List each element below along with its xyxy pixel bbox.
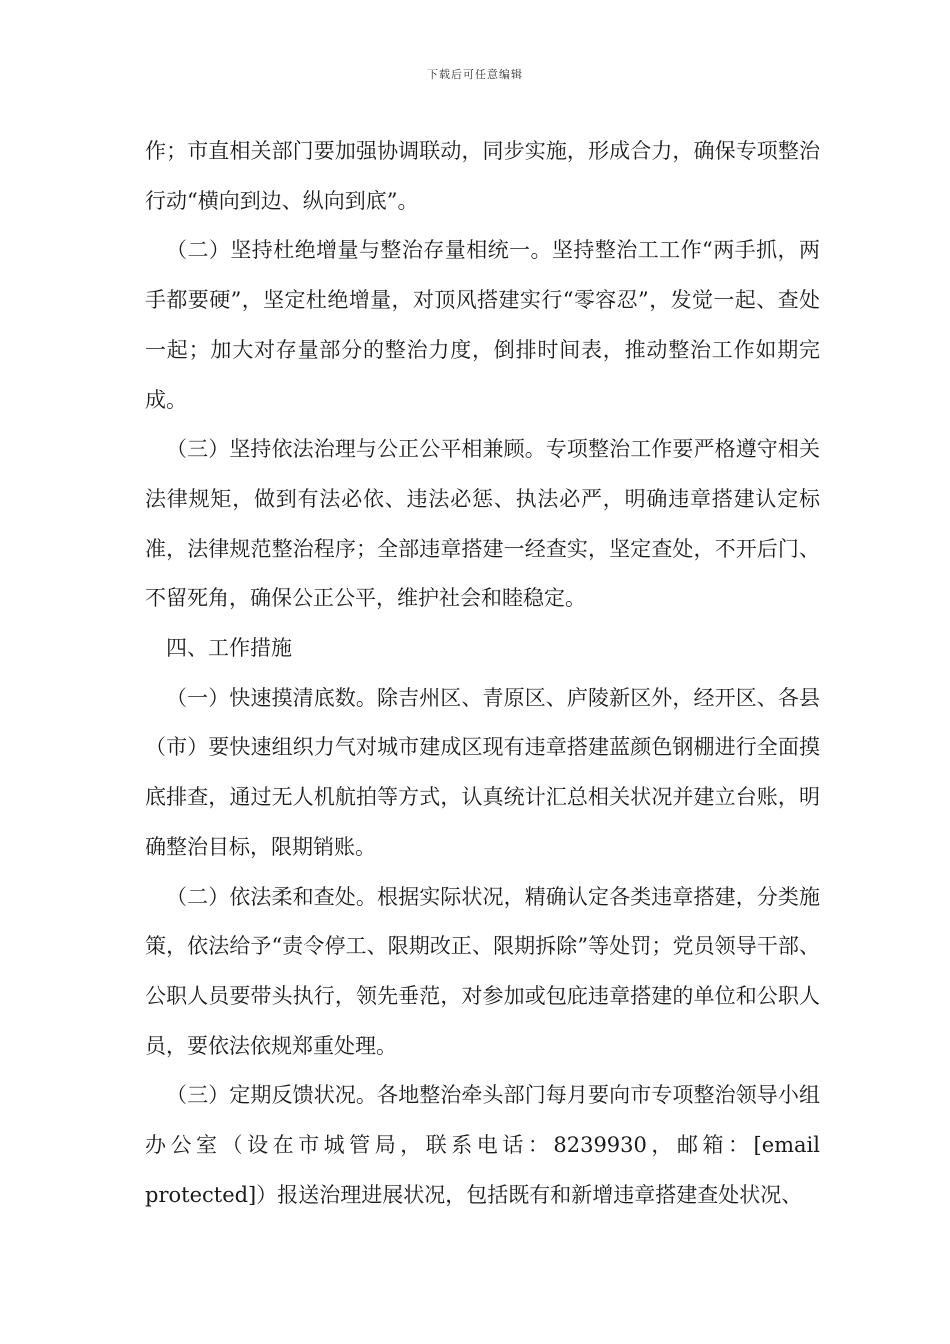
paragraph-4: （一）快速摸清底数。除吉州区、青原区、庐陵新区外，经开区、各县（市）要快速组织力气对城市建成区现有违章搭建蓝颜色钢棚进行全面摸底排查，通过无人机航拍等方式，认真统计汇总相关状况并建立台账，明确整治目标，限期销账。 <box>145 685 820 859</box>
paragraph-2: （二）坚持杜绝增量与整治存量相统一。坚持整治工工作“两手抓，两手都要硬”，坚定杜绝增量，对顶风搭建实行“零容忍”，发觉一起、查处一起；加大对存量部分的整治力度，倒排时间表，推动整治工作如期完成。 <box>145 238 820 412</box>
section-heading: 四、工作措施 <box>166 636 292 661</box>
paragraph-6: （三）定期反馈状况。各地整治牵头部门每月要向市专项整治领导小组办公室（设在市城管局，联系电话：8239930，邮箱：[email protected]）报送治理进展状况，包括既有和新增违章搭建查处状况、 <box>145 1083 820 1207</box>
paragraph-5: （二）依法柔和查处。根据实际状况，精确认定各类违章搭建，分类施策，依法给予“责令停工、限期改正、限期拆除”等处罚；党员领导干部、公职人员要带头执行，领先垂范，对参加或包庇违章搭建的单位和公职人员，要依法依规郑重处理。 <box>145 884 820 1058</box>
paragraph-1: 作；市直相关部门要加强协调联动，同步实施，形成合力，确保专项整治行动“横向到边、纵向到底”。 <box>145 139 820 213</box>
page-header-note: 下载后可任意编辑 <box>427 68 523 81</box>
paragraph-3: （三）坚持依法治理与公正公平相兼顾。专项整治工作要严格遵守相关法律规矩，做到有法必依、违法必惩、执法必严，明确违章搭建认定标准，法律规范整治程序；全部违章搭建一经查实，坚定查处，不开后门、不留死角，确保公正公平，维护社会和睦稳定。 <box>145 437 820 611</box>
document-body <box>145 127 820 1220</box>
